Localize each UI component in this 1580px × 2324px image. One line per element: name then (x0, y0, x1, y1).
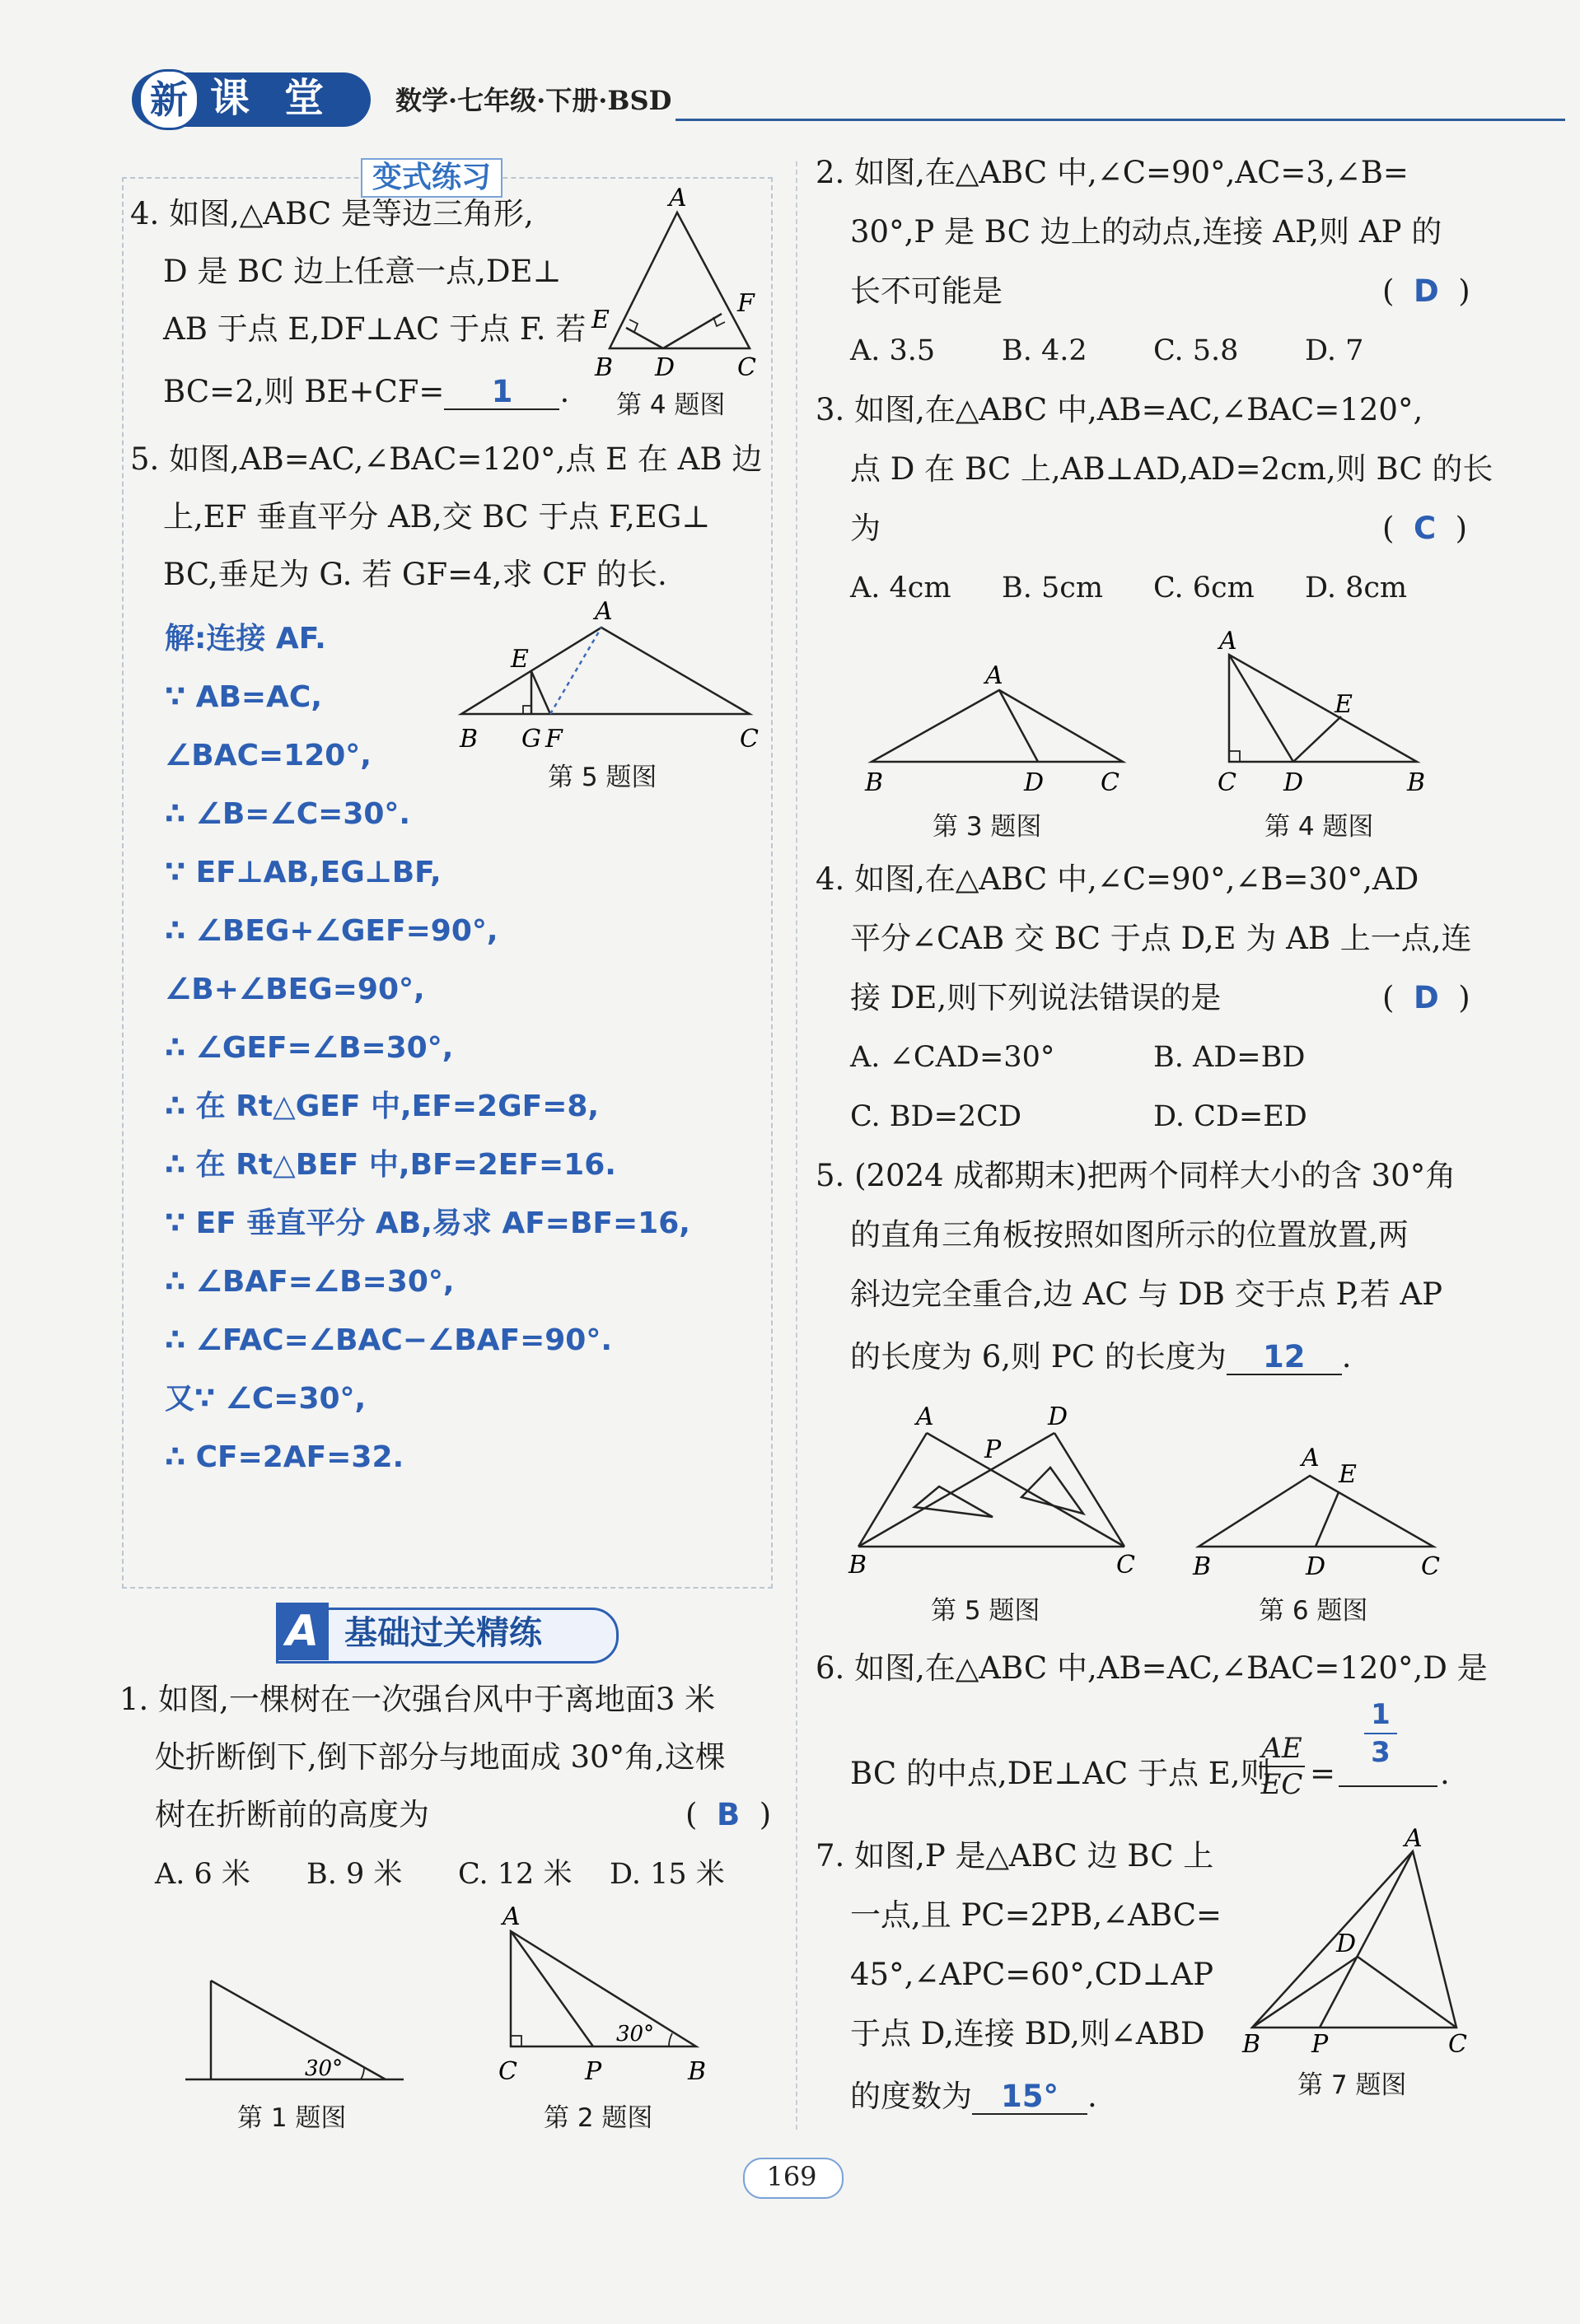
q7-line2: 一点,且 PC=2PB,∠ABC= (850, 1897, 1222, 1933)
left-q4-answer: 1 (491, 374, 513, 409)
q4-right-figure-caption: 第 4 题图 (1264, 812, 1374, 842)
fig-q6 (1186, 1441, 1450, 1581)
left-q5-line2: 上,EF 垂直平分 AB,交 BC 于点 F,EG⊥ (163, 499, 711, 534)
q6-line2: BC 的中点,DE⊥AC 于点 E,则 (850, 1756, 1271, 1791)
q6-equals: = (1310, 1756, 1336, 1791)
solution-line-14: 又∵ ∠C=30°, (165, 1382, 367, 1416)
left-q5-caption: 第 5 题图 (548, 763, 657, 792)
q5-right-line2: 的直角三角板按照如图所示的位置放置,两 (850, 1217, 1409, 1253)
page-number: 169 (766, 2161, 817, 2192)
q7-line5 (850, 2077, 1097, 2116)
fig-q4-right-label-A: A (1219, 627, 1237, 656)
fig-q6-label-D: D (1306, 1552, 1326, 1581)
q5-right-line4 (850, 1337, 1352, 1377)
q1-answer: B (716, 1797, 741, 1832)
q7-caption: 第 7 题图 (1297, 2070, 1407, 2100)
q1-option-b: B. 9 米 (306, 1858, 403, 1891)
fig-q3-label-D: D (1024, 768, 1045, 797)
solution-line-7: ∠B+∠BEG=90°, (165, 973, 425, 1006)
fig-q6-label-E: E (1339, 1460, 1357, 1489)
solution-line-5: ∵ EF⊥AB,EG⊥BF, (165, 856, 442, 889)
q2-figure-caption: 第 2 题图 (544, 2103, 653, 2133)
q6-answer-fraction (1364, 1696, 1397, 1771)
fig-q3-label-A: A (985, 661, 1003, 690)
logo-char-2: 课 (210, 75, 250, 121)
fig-q4-right-label-C: C (1218, 768, 1236, 797)
header-rule (675, 119, 1565, 121)
fig-left-q5-label-C: C (740, 725, 759, 754)
q3-answer: C (1413, 511, 1437, 546)
solution-line-9: ∴ 在 Rt△GEF 中,EF=2GF=8, (165, 1090, 600, 1123)
fig-q4-right-label-B: B (1407, 768, 1426, 797)
fig-left-q5 (445, 595, 766, 759)
solution-line-3: ∠BAC=120°, (165, 739, 372, 772)
fig-q5-right-label-D: D (1048, 1402, 1068, 1431)
fig-q4-right (1211, 626, 1442, 799)
fig-q1-shape (185, 1981, 404, 2079)
solution-line-1: 解:连接 AF. (165, 622, 326, 656)
solution-line-11: ∵ EF 垂直平分 AB,易求 AF=BF=16, (165, 1206, 690, 1240)
fig-left-q5-label-G: G (521, 725, 541, 754)
q2-option-d: D. 7 (1305, 334, 1364, 367)
q4-right-option-a: A. ∠CAD=30° (850, 1041, 1055, 1074)
fig-q4-right-label-E: E (1335, 690, 1353, 719)
header (99, 66, 1466, 140)
solution-line-2: ∵ AB=AC, (165, 680, 323, 714)
q1-answer-paren: ( B ) (685, 1797, 772, 1832)
q4-right-option-b: B. AD=BD (1153, 1041, 1306, 1074)
solution-line-10: ∴ 在 Rt△BEF 中,BF=2EF=16. (165, 1148, 616, 1182)
fig-q4-right-label-D: D (1283, 768, 1304, 797)
q3-line1: 3. 如图,在△ABC 中,AB=AC,∠BAC=120°, (816, 392, 1423, 427)
q3-answer-paren: ( C ) (1382, 511, 1468, 546)
fig-left-q5-label-F: F (545, 725, 563, 754)
q1-option-d: D. 15 米 (610, 1858, 725, 1891)
q5-right-line4-text: 的长度为 6,则 PC 的长度为 (850, 1339, 1227, 1374)
left-q4-line4-text: BC=2,则 BE+CF= (163, 374, 445, 409)
fig-q2-label-P: P (585, 2057, 602, 2086)
fig-q5-right-label-C: C (1116, 1551, 1135, 1580)
left-q4-line1: 4. 如图,△ABC 是等边三角形, (130, 196, 534, 231)
q1-option-a: A. 6 米 (155, 1858, 250, 1891)
q5-right-line3: 斜边完全重合,边 AC 与 DB 交于点 P,若 AP (850, 1276, 1442, 1312)
column-divider (796, 161, 797, 2130)
q3-line2: 点 D 在 BC 上,AB⊥AD,AD=2cm,则 BC 的长 (850, 451, 1494, 487)
fig-left-q4-label-E: E (591, 306, 610, 334)
fig-q5-right-label-B: B (848, 1551, 867, 1580)
left-q4-line2: D 是 BC 边上任意一点,DE⊥ (163, 254, 562, 289)
fig-left-q4-label-F: F (737, 289, 755, 318)
variant-title: 变式练习 (361, 158, 503, 198)
q4-right-line3: 接 DE,则下列说法错误的是 (850, 980, 1222, 1015)
q2-line1: 2. 如图,在△ABC 中,∠C=90°,AC=3,∠B= (816, 155, 1409, 190)
q3-option-a: A. 4cm (850, 572, 951, 604)
fig-left-q4-label-A: A (669, 188, 687, 212)
q2-line3: 长不可能是 (850, 273, 1003, 309)
fig-q1 (181, 1964, 412, 2088)
q2-option-c: C. 5.8 (1153, 334, 1239, 367)
fig-left-q5-label-B: B (460, 725, 479, 754)
logo-char-1: 新 (138, 69, 199, 130)
fig-q5-right (840, 1400, 1145, 1581)
q1-line3: 树在折断前的高度为 (155, 1797, 429, 1832)
left-q4-caption: 第 4 题图 (616, 390, 726, 420)
fig-q5-right-label-P: P (984, 1435, 1002, 1464)
left-q4-answer-blank (444, 376, 559, 410)
q4-right-answer: D (1413, 980, 1439, 1015)
q3-caption: 第 3 题图 (933, 812, 1042, 842)
q1-caption: 第 1 题图 (237, 2103, 347, 2133)
q2-answer: D (1413, 273, 1439, 309)
q6-frac-num: AE (1259, 1731, 1305, 1767)
q6-figure-caption: 第 6 题图 (1259, 1596, 1368, 1626)
left-q4-line3: AB 于点 E,DF⊥AC 于点 F. 若 (163, 311, 587, 347)
fig-q2-label-A: A (503, 1906, 521, 1931)
left-q4-end: . (559, 374, 570, 409)
solution-line-13: ∴ ∠FAC=∠BAC−∠BAF=90°. (165, 1323, 613, 1357)
fig-q6-shape (1199, 1476, 1433, 1547)
fig-left-q4-label-C: C (737, 353, 756, 382)
q4-right-option-d: D. CD=ED (1153, 1100, 1307, 1133)
q4-right-line2: 平分∠CAB 交 BC 于点 D,E 为 AB 上一点,连 (850, 921, 1472, 956)
fig-q6-label-B: B (1193, 1552, 1212, 1581)
q3-option-b: B. 5cm (1002, 572, 1104, 604)
solution-line-6: ∴ ∠BEG+∠GEF=90°, (165, 914, 498, 948)
q2-option-a: A. 3.5 (850, 334, 936, 367)
q6-answer-blank (1339, 1785, 1437, 1787)
q7-line4: 于点 D,连接 BD,则∠ABD (850, 2016, 1205, 2051)
q3-option-d: D. 8cm (1305, 572, 1408, 604)
q7-answer: 15° (1001, 2079, 1059, 2114)
fig-q7-label-B: B (1242, 2030, 1261, 2059)
fig-q7-label-A: A (1405, 1828, 1423, 1853)
q4-right-option-c: C. BD=2CD (850, 1100, 1022, 1133)
fig-q2 (486, 1906, 725, 2096)
fig-left-q4-label-B: B (595, 353, 614, 382)
fig-left-q4-shape (610, 212, 750, 348)
fig-q2-label-B: B (688, 2057, 707, 2086)
fig-q1-angle-label: 30° (305, 2056, 344, 2081)
q6-line1: 6. 如图,在△ABC 中,AB=AC,∠BAC=120°,D 是 (816, 1650, 1488, 1686)
fig-q7-label-P: P (1311, 2030, 1329, 2059)
q5-right-end: . (1341, 1339, 1352, 1374)
fig-q2-angle-label: 30° (616, 2022, 655, 2046)
q7-end: . (1087, 2079, 1097, 2114)
fig-left-q5-shape (461, 628, 750, 714)
left-q5-line3: BC,垂足为 G. 若 GF=4,求 CF 的长. (163, 557, 667, 592)
q6-frac-den: EC (1260, 1768, 1303, 1801)
q5-right-answer: 12 (1263, 1339, 1306, 1374)
fig-q3-label-B: B (865, 768, 884, 797)
fig-left-q4 (577, 188, 774, 385)
q1-option-c: C. 12 米 (458, 1858, 573, 1891)
q6-fraction (1259, 1731, 1305, 1802)
fig-q3-shape (872, 690, 1123, 762)
q7-line5-text: 的度数为 (850, 2079, 972, 2114)
fig-q2-label-C: C (498, 2057, 517, 2086)
logo-char-3: 堂 (284, 75, 325, 121)
fig-q5-right-label-A: A (916, 1402, 934, 1431)
q2-option-b: B. 4.2 (1002, 334, 1087, 367)
fig-q3 (855, 659, 1135, 799)
q7-answer-blank (972, 2080, 1087, 2115)
left-q4-line4 (163, 372, 569, 412)
q1-line2: 处折断倒下,倒下部分与地面成 30°角,这棵 (155, 1739, 726, 1775)
fig-q3-label-C: C (1101, 768, 1120, 797)
header-subtitle: 数学·七年级·下册·BSD (395, 85, 672, 116)
fig-q7 (1236, 1828, 1483, 2059)
section-a-badge: A (276, 1603, 329, 1660)
q3-line3: 为 (850, 511, 881, 546)
q7-line3: 45°,∠APC=60°,CD⊥AP (850, 1957, 1214, 1992)
q4-right-answer-paren: ( D ) (1382, 980, 1470, 1015)
fig-q2-shape (511, 1931, 696, 2046)
q6-answer-num: 1 (1364, 1696, 1397, 1734)
fig-left-q5-label-E: E (511, 645, 529, 674)
solution-line-12: ∴ ∠BAF=∠B=30°, (165, 1265, 455, 1299)
q5-right-line1: 5. (2024 成都期末)把两个同样大小的含 30°角 (816, 1158, 1456, 1193)
q2-line2: 30°,P 是 BC 边上的动点,连接 AP,则 AP 的 (850, 214, 1442, 250)
q7-line1: 7. 如图,P 是△ABC 边 BC 上 (816, 1838, 1214, 1874)
fig-q6-label-C: C (1421, 1552, 1440, 1581)
q3-option-c: C. 6cm (1153, 572, 1255, 604)
solution-line-15: ∴ CF=2AF=32. (165, 1440, 404, 1474)
fig-left-q5-label-A: A (595, 597, 613, 626)
solution-line-4: ∴ ∠B=∠C=30°. (165, 797, 411, 831)
section-a-title: 基础过关精练 (344, 1614, 542, 1652)
q6-end: . (1440, 1756, 1450, 1791)
fig-q4-right-shape (1229, 655, 1417, 762)
q4-right-line1: 4. 如图,在△ABC 中,∠C=90°,∠B=30°,AD (816, 861, 1419, 897)
fig-left-q4-label-D: D (655, 353, 675, 382)
q2-answer-paren: ( D ) (1382, 273, 1470, 309)
fig-q6-label-A: A (1302, 1444, 1320, 1472)
fig-q7-label-D: D (1336, 1930, 1357, 1958)
q1-line1: 1. 如图,一棵树在一次强台风中于离地面3 米 (119, 1682, 716, 1717)
solution-line-8: ∴ ∠GEF=∠B=30°, (165, 1031, 454, 1065)
fig-q7-label-C: C (1448, 2030, 1467, 2059)
left-q5-line1: 5. 如图,AB=AC,∠BAC=120°,点 E 在 AB 边 (130, 441, 763, 477)
q6-answer-den: 3 (1371, 1736, 1391, 1769)
q5-right-caption: 第 5 题图 (931, 1596, 1040, 1626)
q5-right-answer-blank (1227, 1341, 1342, 1375)
